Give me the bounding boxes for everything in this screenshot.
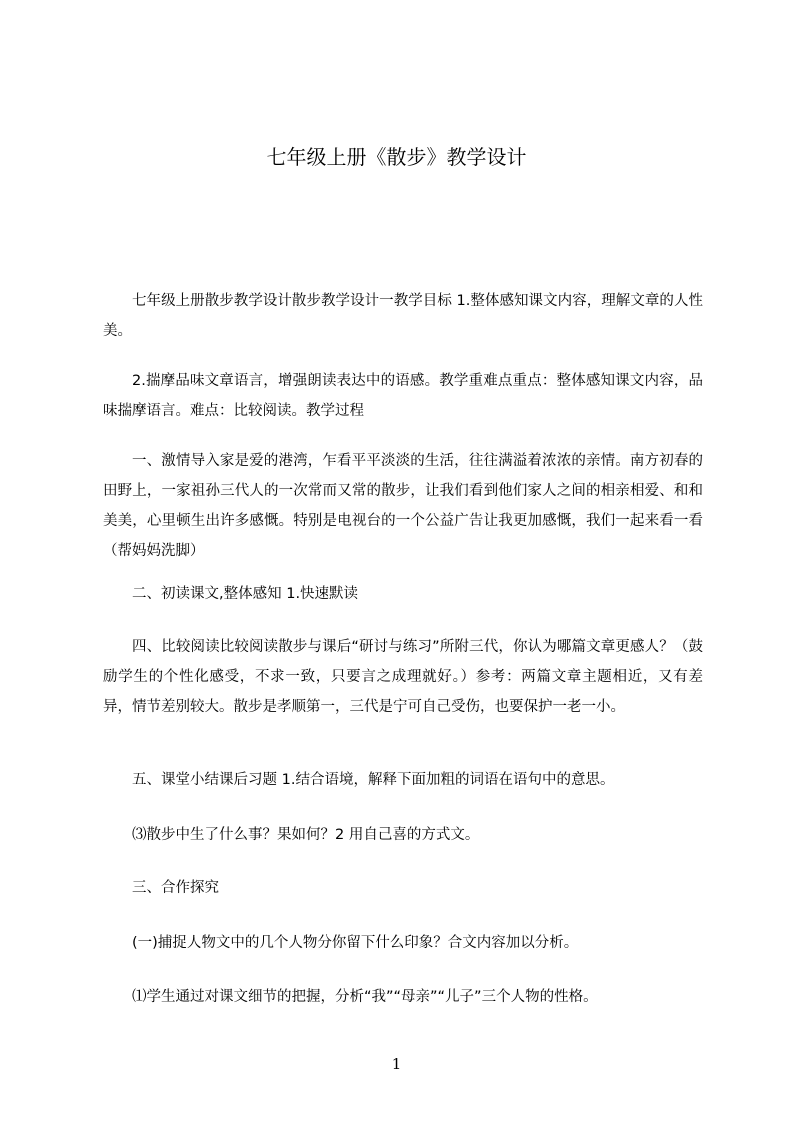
paragraph-cooperative-inquiry: 三、合作探究 bbox=[132, 880, 219, 896]
paragraph-question-3: ⑶散步中生了什么事？果如何？2 用自己喜的方式文。 bbox=[132, 827, 480, 843]
paragraph-characters: (一)捕捉人物文中的几个人物分你留下什么印象？合文内容加以分析。 bbox=[132, 935, 579, 951]
paragraph-introduction: 一、激情导入家是爱的港湾，乍看平平淡淡的生活，往往满溢着浓浓的亲情。南方初春的田野上，一家祖孙三代人的一次常而又常的散步，让我们看到他们家人之间的相亲相爱、和和美美，心里顿生出许多感慨。特别是电视台的一个公益广告让我更加感慨，我们一起来看一看（帮妈妈洗脚） bbox=[103, 453, 703, 559]
paragraph-key-points: 2.揣摩品味文章语言，增强朗读表达中的语感。教学重难点重点：整体感知课文内容，品味揣摩语言。难点：比较阅读。教学过程 bbox=[103, 373, 703, 419]
document-title: 七年级上册《散步》教学设计 bbox=[266, 145, 527, 169]
paragraph-teaching-goals: 七年级上册散步教学设计散步教学设计一教学目标 1.整体感知课文内容，理解文章的人性美。 bbox=[103, 293, 703, 339]
paragraph-comparative-reading: 四、比较阅读比较阅读散步与课后“研讨与练习”所附三代，你认为哪篇文章更感人？（鼓励学生的个性化感受，不求一致，只要言之成理就好。）参考：两篇文章主题相近，又有差异，情节差别较大。散步是孝顺第一，三代是宁可自己受伤，也要保护一老一小。 bbox=[103, 639, 703, 715]
paragraph-first-reading: 二、初读课文,整体感知 1.快速默读 bbox=[132, 586, 359, 602]
paragraph-summary: 五、课堂小结课后习题 1.结合语境，解释下面加粗的词语在语句中的意思。 bbox=[132, 772, 615, 788]
page-number: 1 bbox=[391, 1055, 402, 1073]
paragraph-character-analysis: ⑴学生通过对课文细节的把握，分析“我”“母亲”“儿子”三个人物的性格。 bbox=[132, 989, 598, 1005]
